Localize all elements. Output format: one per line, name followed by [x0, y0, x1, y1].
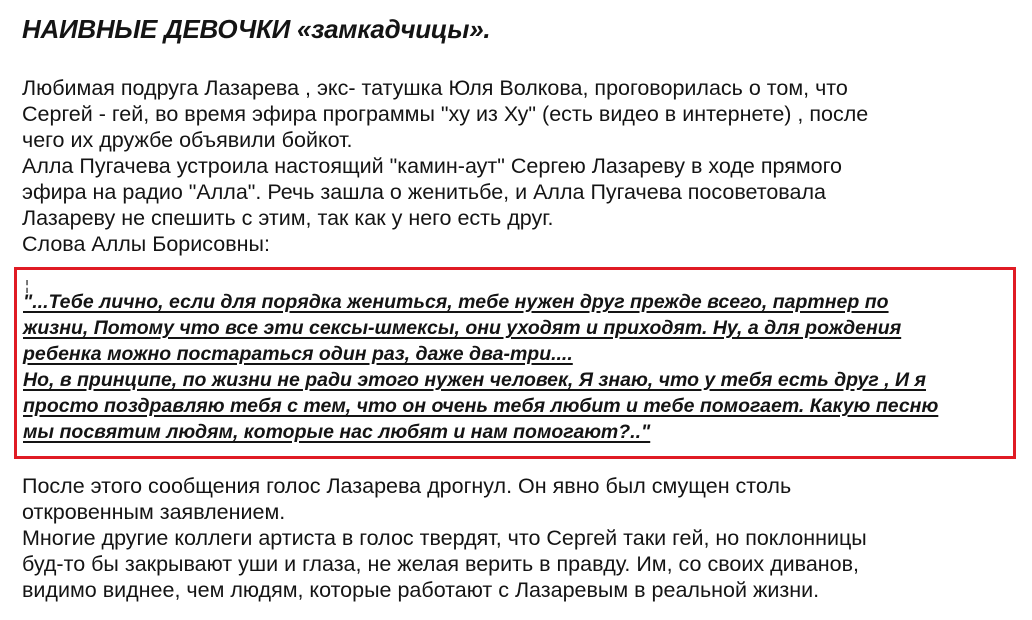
text-line: Слова Аллы Борисовны:: [22, 232, 270, 256]
text-line: Сергей - гей, во время эфира программы "ху из Ху" (есть видео в интернете) , после: [22, 102, 869, 126]
quote-line: жизни, Потому что все эти сексы-шмексы, они уходят и приходят. Ну, а для рождения: [23, 317, 902, 339]
text-line: буд-то бы закрывают уши и глаза, не желая верить в правду. Им, со своих диванов,: [22, 552, 859, 576]
text-line: Алла Пугачева устроила настоящий "камин-аут" Сергею Лазареву в ходе прямого: [22, 154, 842, 178]
text-line: Любимая подруга Лазарева , экс- татушка Юля Волкова, проговорилась о том, что: [22, 76, 848, 100]
quote-line: ребенка можно постараться один раз, даже два-три....: [23, 343, 573, 365]
intro-paragraph: [22, 75, 1022, 257]
quote-text: [23, 289, 938, 445]
highlighted-quote-box: [14, 267, 1016, 459]
text-line: эфира на радио "Алла". Речь зашла о женитьбе, и Алла Пугачева посоветовала: [22, 180, 826, 204]
quote-line: просто поздравляю тебя с тем, что он очень тебя любит и тебе помогает. Какую песню: [23, 395, 939, 417]
text-line: видимо виднее, чем людям, которые работают с Лазаревым в реальной жизни.: [22, 578, 820, 602]
quote-line: Но, в принципе, по жизни не ради этого нужен человек, Я знаю, что у тебя есть друг , И я: [23, 369, 926, 391]
text-line: откровенным заявлением.: [22, 500, 286, 524]
quote-line: "...Тебе лично, если для порядка жениться, тебе нужен друг прежде всего, партнер по: [23, 291, 889, 313]
text-line: Многие другие коллеги артиста в голос твердят, что Сергей таки гей, но поклонницы: [22, 526, 867, 550]
document-title: НАИВНЫЕ ДЕВОЧКИ «замкадчицы».: [22, 14, 491, 44]
text-line: чего их дружбе объявили бойкот.: [22, 128, 353, 152]
text-line: Лазареву не спешить с этим, так как у него есть друг.: [22, 206, 554, 230]
quote-line: мы посвятим людям, которые нас любят и нам помогают?..": [23, 421, 651, 443]
outro-paragraph: [22, 473, 1022, 603]
text-cursor-marker: ¦: [25, 277, 29, 293]
text-line: После этого сообщения голос Лазарева дрогнул. Он явно был смущен столь: [22, 474, 792, 498]
